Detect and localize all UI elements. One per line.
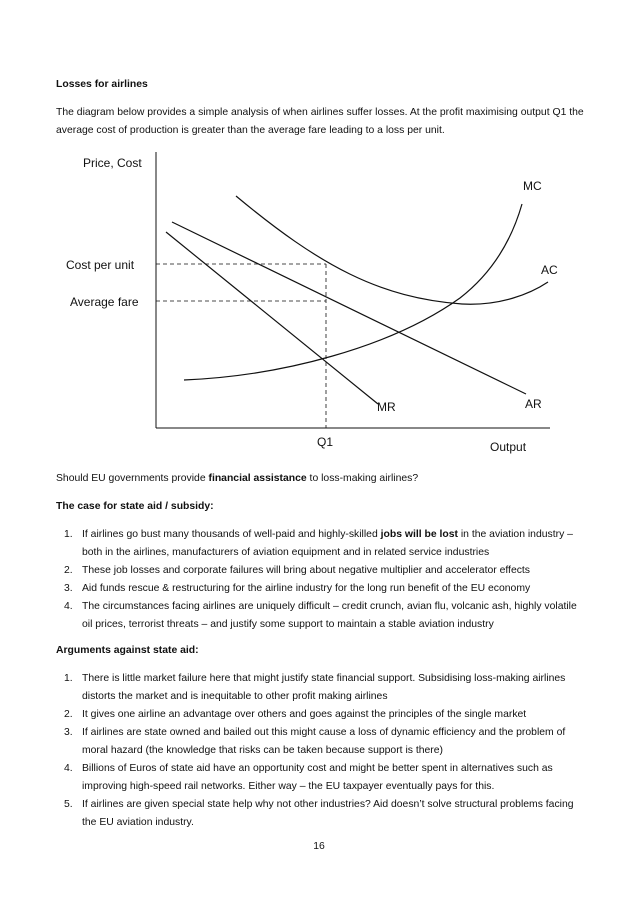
- item-text: The circumstances facing airlines are uniquely difficult – credit crunch, avian flu, volcanic ash, highly volatile oil prices, terrorist threats – and justify some support to maintain a stable aviation industry: [82, 601, 577, 630]
- item-number: 2.: [64, 709, 73, 720]
- list-item: [56, 562, 586, 580]
- state-aid-block: [56, 470, 586, 832]
- case-for-title: The case for state aid / subsidy:: [56, 501, 214, 512]
- item-number: 1.: [64, 529, 73, 540]
- mr-curve: [166, 232, 378, 404]
- item-number: 2.: [64, 565, 73, 576]
- intro-paragraph: The diagram below provides a simple analysis of when airlines suffer losses. At the profit maximising output Q1 the average cost of production is greater than the average fare leading to a loss per unit.: [56, 107, 584, 136]
- question-before: Should EU governments provide: [56, 473, 209, 484]
- list-item: [56, 598, 586, 634]
- cost-per-unit-label: Cost per unit: [66, 258, 135, 272]
- against-list: [56, 670, 586, 832]
- list-item: [56, 706, 586, 724]
- section-title: Losses for airlines: [56, 79, 148, 90]
- list-item: [56, 796, 586, 832]
- item-text: It gives one airline an advantage over others and goes against the principles of the single market: [82, 709, 527, 720]
- item-text: If airlines go bust many thousands of well-paid and highly-skilled: [82, 529, 381, 540]
- page-number: 16: [313, 841, 325, 852]
- item-bold-text: jobs will be lost: [380, 529, 458, 540]
- item-number: 4.: [64, 601, 73, 612]
- item-number: 1.: [64, 673, 73, 684]
- mr-label: MR: [377, 400, 396, 414]
- item-number: 4.: [64, 763, 73, 774]
- item-text: If airlines are given special state help why not other industries? Aid doesn’t solve structural problems facing the EU aviation industry.: [82, 799, 574, 828]
- ar-label: AR: [525, 397, 542, 411]
- question-after: to loss-making airlines?: [306, 473, 419, 484]
- item-number: 3.: [64, 727, 73, 738]
- item-number: 3.: [64, 583, 73, 594]
- ac-curve: [236, 196, 548, 304]
- ac-label: AC: [541, 263, 558, 277]
- item-text: There is little market failure here that might justify state financial support. Subsidising loss-making airlines distorts the market and is inequitable to other profit making airlines: [82, 673, 566, 702]
- list-item: [56, 526, 586, 562]
- section-block: [56, 76, 586, 140]
- average-fare-label: Average fare: [70, 295, 139, 309]
- item-text-cont: in the aviation industry – both in the airlines, manufacturers of aviation equipment and in related service industries: [82, 529, 573, 558]
- item-text: Billions of Euros of state aid have an opportunity cost and might be better spent in alternatives such as improving high-speed rail networks. Either way – the EU taxpayer eventually pays for this.: [82, 763, 553, 792]
- cost-revenue-diagram: [60, 148, 580, 458]
- q1-label: Q1: [317, 435, 334, 449]
- question-bold: financial assistance: [208, 473, 307, 484]
- question-text: [56, 470, 586, 488]
- x-axis-label: Output: [490, 440, 527, 454]
- mc-curve: [184, 204, 522, 380]
- against-title: Arguments against state aid:: [56, 645, 199, 656]
- list-item: [56, 670, 586, 706]
- list-item: [56, 580, 586, 598]
- item-number: 5.: [64, 799, 73, 810]
- mc-label: MC: [523, 179, 542, 193]
- case-for-list: [56, 526, 586, 634]
- item-text: These job losses and corporate failures will bring about negative multiplier and accelerator effects: [82, 565, 531, 576]
- ar-curve: [172, 222, 526, 394]
- list-item: [56, 760, 586, 796]
- item-text: Aid funds rescue & restructuring for the airline industry for the long run benefit of the EU economy: [82, 583, 531, 594]
- y-axis-label: Price, Cost: [83, 156, 142, 170]
- item-text: If airlines are state owned and bailed out this might cause a loss of dynamic efficiency and the problem of moral hazard (the knowledge that risks can be taken because support is there): [82, 727, 566, 756]
- list-item: [56, 724, 586, 760]
